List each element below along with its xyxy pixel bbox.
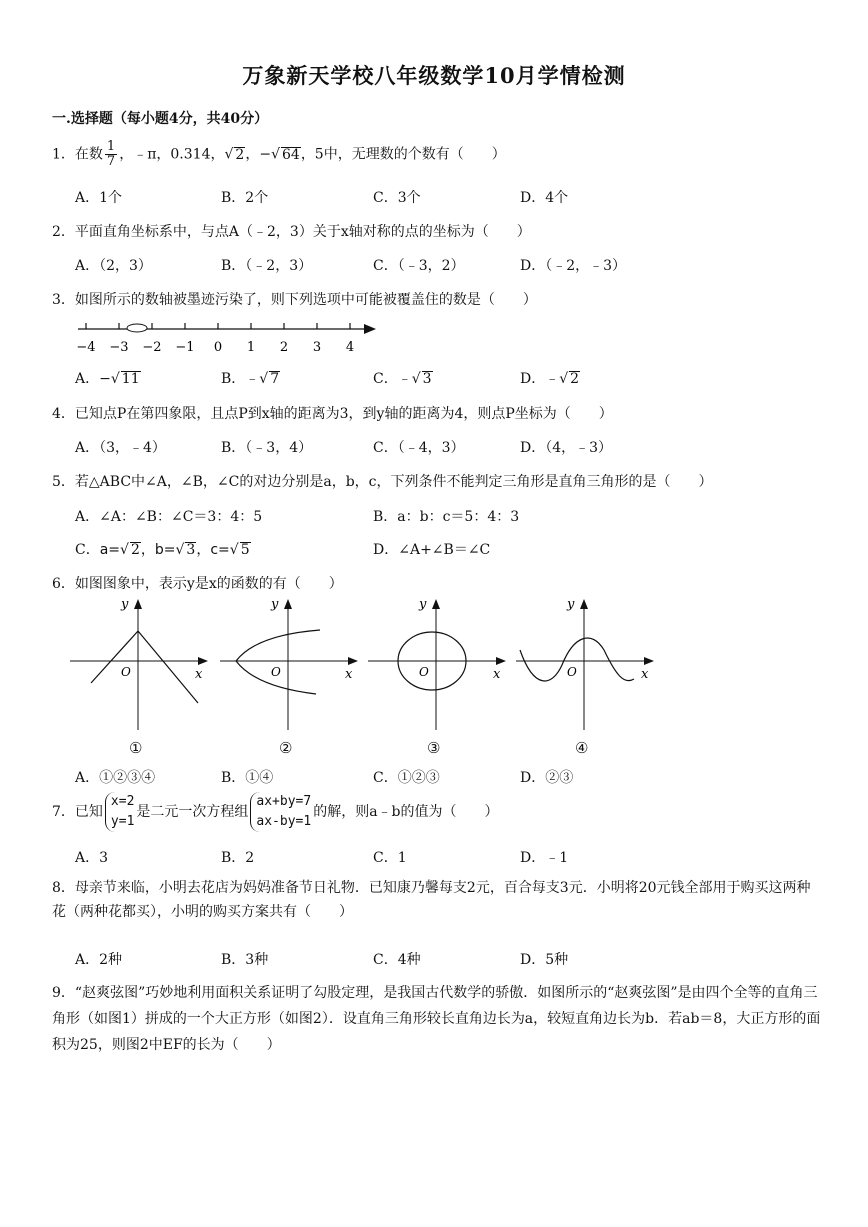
graph-3	[364, 595, 512, 735]
fraction: $\frac{1}{7}$	[106, 139, 116, 169]
graph-1	[66, 595, 214, 735]
axis-x-label: x	[493, 667, 501, 682]
axis-y-label: y	[271, 597, 279, 612]
q7-option-b[interactable]: B．2	[221, 850, 255, 866]
q4-option-c[interactable]: C．（﹣4，3）	[373, 440, 465, 456]
q8-option-c[interactable]: C．4种	[373, 952, 421, 968]
number-line-tick-label: 2	[279, 340, 289, 355]
q5-option-d[interactable]: D．∠A+∠B＝∠C	[373, 542, 491, 558]
q6-option-b[interactable]: B．①④	[221, 770, 274, 786]
radical: 64	[281, 146, 300, 163]
q5-option-b[interactable]: B．a：b：c＝5：4：3	[373, 509, 520, 525]
question-6: 6．如图图象中，表示y是x的函数的有（ ）	[52, 576, 343, 592]
number-line-tick-label: 1	[246, 340, 256, 355]
number-line-tick-label: −4	[76, 340, 96, 355]
q2-option-c[interactable]: C．（﹣3，2）	[373, 258, 465, 274]
q8-option-b[interactable]: B．3种	[221, 952, 269, 968]
graph-caption-1: ①	[129, 739, 143, 757]
q2-option-b[interactable]: B．（﹣2，3）	[221, 258, 313, 274]
number-line-tick-label: −2	[142, 340, 162, 355]
q8-option-d[interactable]: D．5种	[520, 952, 569, 968]
q3-option-a[interactable]: A．−√ 11	[75, 371, 140, 387]
q7-option-c[interactable]: C．1	[373, 850, 407, 866]
number-line-tick-label: −1	[175, 340, 195, 355]
origin-label: O	[121, 665, 131, 679]
equation-system-solution: x=2 y=1	[105, 792, 134, 832]
question-4: 4．已知点P在第四象限，且点P到x轴的距离为3，到y轴的距离为4，则点P坐标为（ ）	[52, 406, 613, 422]
question-1: 1．在数 $\frac{1}{7}$ ，﹣π，0.314，√ 2，−√ 64，5中，无理数的个数有（ ）	[52, 139, 506, 169]
q7-option-a[interactable]: A．3	[75, 850, 109, 866]
number-line-tick-label: 4	[345, 340, 355, 355]
question-7: 7．已知 x=2 y=1 是二元一次方程组 ax+by=7 ax-by=1 的解，则a﹣b的值为（ ）	[52, 792, 499, 832]
question-3: 3．如图所示的数轴被墨迹污染了，则下列选项中可能被覆盖住的数是（ ）	[52, 292, 537, 308]
ink-blot	[127, 324, 147, 332]
section-heading: 一.选择题（每小题4分，共40分）	[52, 111, 269, 127]
graph-caption-2: ②	[279, 739, 293, 757]
question-2: 2．平面直角坐标系中，与点A（﹣2，3）关于x轴对称的点的坐标为（ ）	[52, 224, 531, 240]
q6-option-c[interactable]: C．①②③	[373, 770, 440, 786]
axis-x-label: x	[641, 667, 649, 682]
number-line-figure	[66, 316, 386, 358]
q4-option-b[interactable]: B．（﹣3，4）	[221, 440, 313, 456]
q2-option-d[interactable]: D．（﹣2，﹣3）	[520, 258, 627, 274]
q4-option-d[interactable]: D．（4，﹣3）	[520, 440, 613, 456]
number-line-tick-label: −3	[109, 340, 129, 355]
question-5: 5．若△ABC中∠A，∠B，∠C的对边分别是a，b，c，下列条件不能判定三角形是直角三角形的是（ ）	[52, 474, 713, 490]
radical: 2	[235, 146, 245, 163]
axis-x-label: x	[345, 667, 353, 682]
q4-option-a[interactable]: A．（3，﹣4）	[75, 440, 166, 456]
q1-option-d[interactable]: D．4个	[520, 190, 569, 206]
number-line-tick-label: 3	[312, 340, 322, 355]
equation-system: ax+by=7 ax-by=1	[250, 792, 311, 832]
q1-option-a[interactable]: A．1个	[75, 190, 123, 206]
axis-x-label: x	[195, 667, 203, 682]
axis-y-label: y	[567, 597, 575, 612]
origin-label: O	[419, 665, 429, 679]
question-9: 9．“赵爽弦图”巧妙地利用面积关系证明了勾股定理，是我国古代数学的骄傲．如图所示的“赵爽弦图”是由四个全等的直角三角形（如图1）拼成的一个大正方形（如图2）．设直角三角形较长直角边长为a，较短直角边长为b．若ab＝8，大正方形的面积为25，则图2中EF的长为（ ）	[52, 985, 821, 1053]
q1-option-b[interactable]: B．2个	[221, 190, 269, 206]
q5-option-c[interactable]: C．a=√ 2，b=√ 3，c=√ 5	[75, 542, 250, 558]
question-8: 8．母亲节来临，小明去花店为妈妈准备节日礼物．已知康乃馨每支2元，百合每支3元．小明将20元钱全部用于购买这两种花（两种花都买），小明的购买方案共有（ ）	[52, 880, 811, 920]
q8-option-a[interactable]: A．2种	[75, 952, 123, 968]
graph-4	[512, 595, 660, 735]
graph-caption-4: ④	[575, 739, 589, 757]
q2-option-a[interactable]: A．（2，3）	[75, 258, 152, 274]
q3-option-d[interactable]: D．﹣√ 2	[520, 371, 580, 387]
axis-y-label: y	[121, 597, 129, 612]
q6-option-d[interactable]: D．②③	[520, 770, 574, 786]
q6-option-a[interactable]: A．①②③④	[75, 770, 156, 786]
origin-label: O	[271, 665, 281, 679]
origin-label: O	[567, 665, 577, 679]
number-line-tick-label: 0	[213, 340, 223, 355]
page-title: 万象新天学校八年级数学10月学情检测	[242, 63, 626, 88]
graph-2	[216, 595, 364, 735]
q3-option-b[interactable]: B．﹣√ 7	[221, 371, 280, 387]
graph-caption-3: ③	[427, 739, 441, 757]
axis-y-label: y	[419, 597, 427, 612]
q7-option-d[interactable]: D．﹣1	[520, 850, 569, 866]
q3-option-c[interactable]: C．﹣√ 3	[373, 371, 432, 387]
q5-option-a[interactable]: A．∠A：∠B：∠C＝3：4：5	[75, 509, 263, 525]
q1-option-c[interactable]: C．3个	[373, 190, 421, 206]
